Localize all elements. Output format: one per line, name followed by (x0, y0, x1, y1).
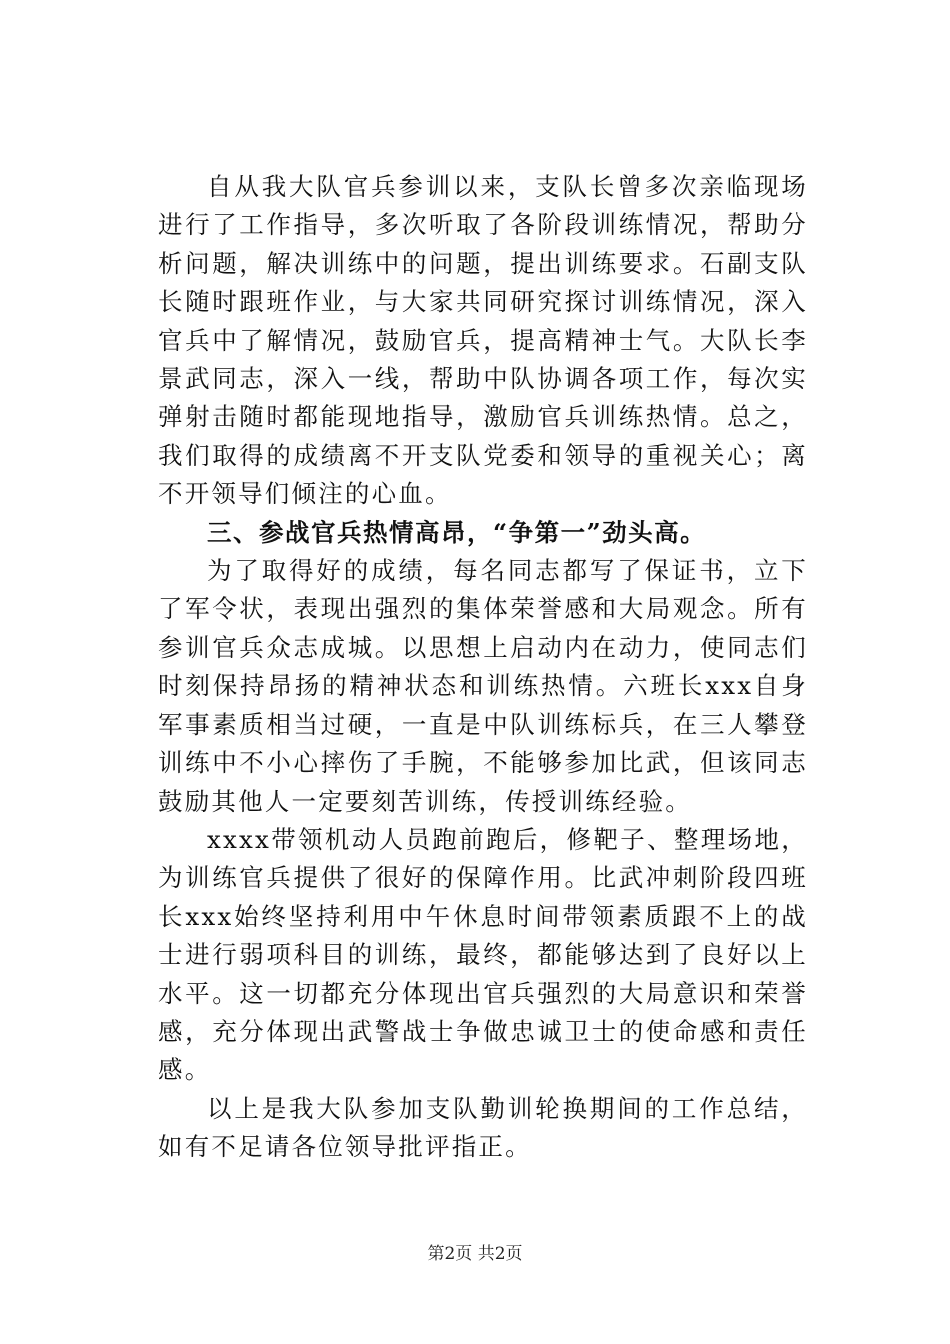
paragraph-support-team: xxxx带领机动人员跑前跑后，修靶子、整理场地，为训练官兵提供了很好的保障作用。比武冲刺阶段四班长xxx始终坚持利用中午休息时间带领素质跟不上的战士进行弱项科目的训练，最终，都能够达到了良好以上水平。这一切都充分体现出官兵强烈的大局意识和荣誉感，充分体现出武警战士争做忠诚卫士的使命感和责任感。 (158, 824, 808, 1085)
paragraph-leadership-support: 自从我大队官兵参训以来，支队长曾多次亲临现场进行了工作指导，多次听取了各阶段训练情况，帮助分析问题，解决训练中的问题，提出训练要求。石副支队长随时跟班作业，与大家共同研究探讨训练情况，深入官兵中了解情况，鼓励官兵，提高精神士气。大队长李景武同志，深入一线，帮助中队协调各项工作，每次实弹射击随时都能现地指导，激励官兵训练热情。总之，我们取得的成绩离不开支队党委和领导的重视关心；离不开领导们倾注的心血。 (158, 172, 808, 509)
document-body (158, 168, 808, 1167)
paragraph-pledge: 为了取得好的成绩，每名同志都写了保证书，立下了军令状，表现出强烈的集体荣誉感和大局观念。所有参训官兵众志成城。以思想上启动内在动力，使同志们时刻保持昂扬的精神状态和训练热情。六班长xxx自身军事素质相当过硬，一直是中队训练标兵，在三人攀登训练中不小心摔伤了手腕，不能够参加比武，但该同志鼓励其他人一定要刻苦训练，传授训练经验。 (158, 556, 808, 816)
page-number-footer: 第2页 共2页 (427, 1244, 523, 1264)
paragraph-conclusion: 以上是我大队参加支队勤训轮换期间的工作总结，如有不足请各位领导批评指正。 (158, 1093, 808, 1162)
section-heading-three: 三、参战官兵热情高昂，“争第一”劲头高。 (207, 517, 707, 547)
